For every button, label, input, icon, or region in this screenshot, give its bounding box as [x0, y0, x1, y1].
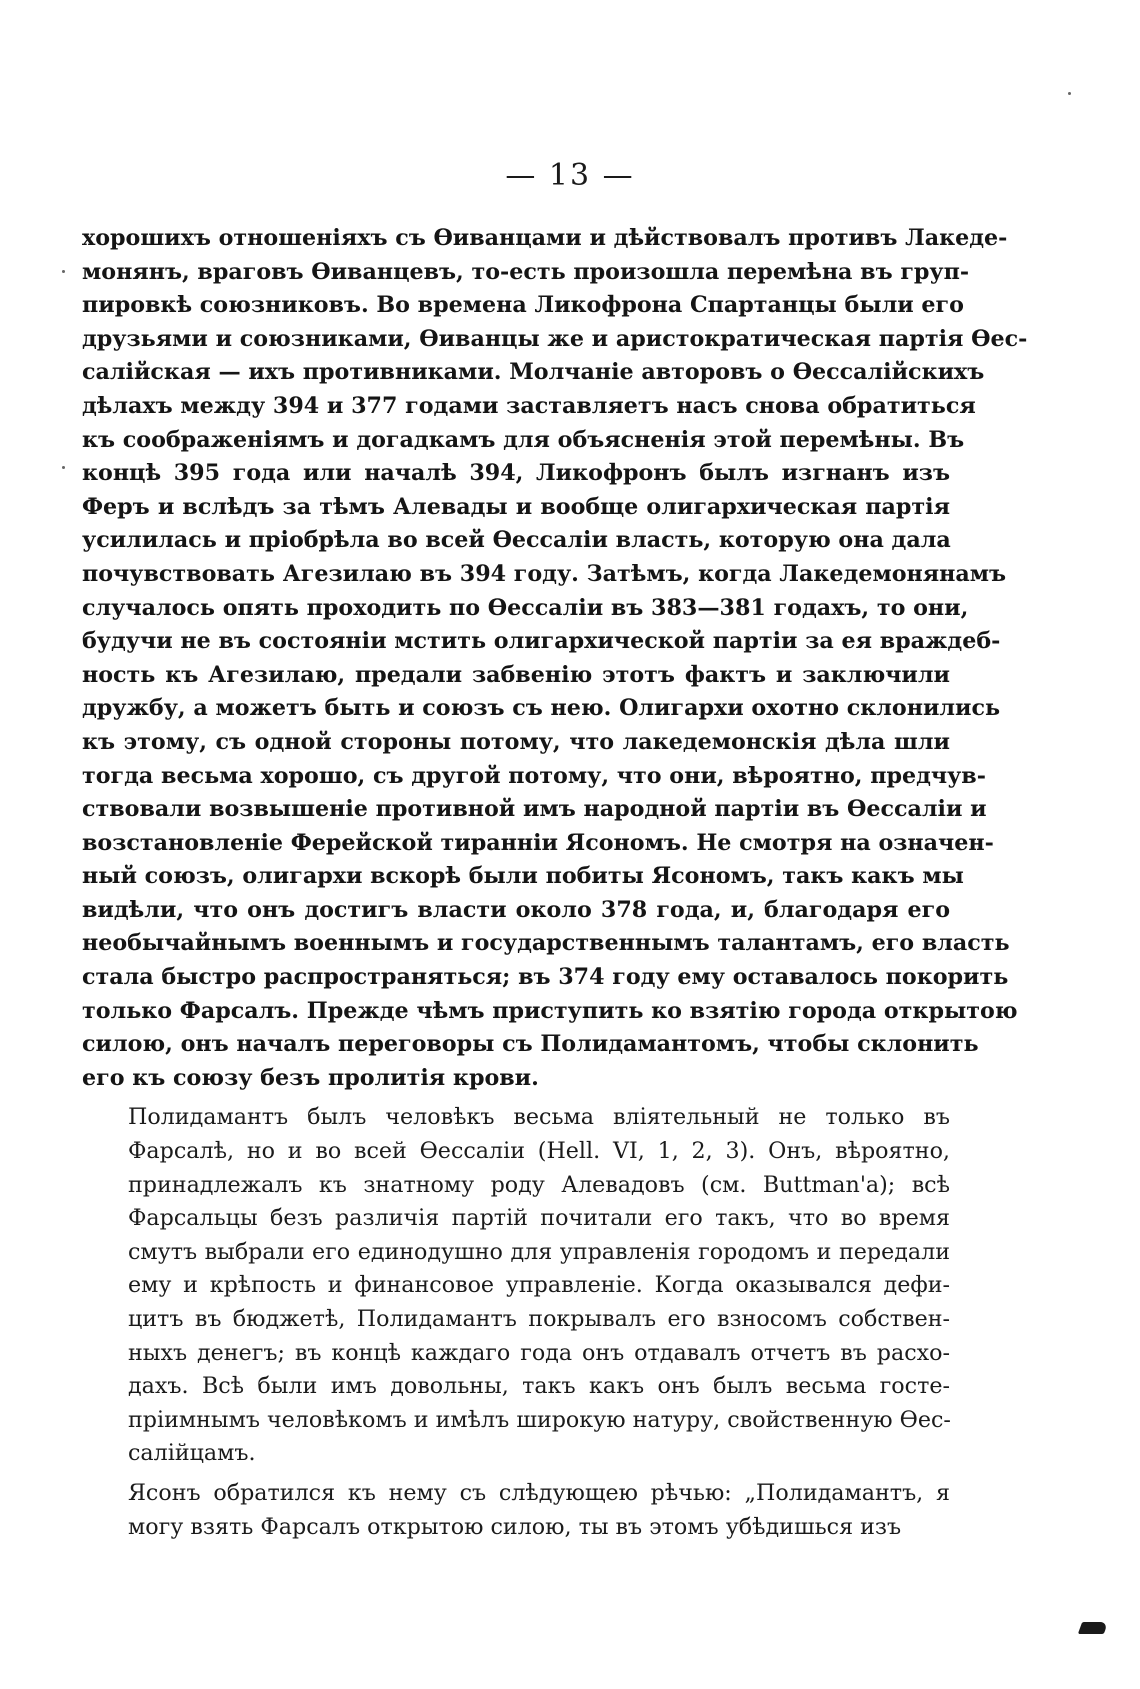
text-line: дахъ. Всѣ были имъ довольны, такъ какъ онъ былъ весьма госте- [128, 1373, 950, 1400]
text-line: случалось опять проходить по Ѳессаліи въ 383—381 годахъ, то они, [82, 594, 969, 621]
print-speck [62, 466, 65, 469]
text-line: Фарсалѣ, но и во всей Ѳессаліи (Hell. VI, 1, 2, 3). Онъ, вѣроятно, [128, 1138, 950, 1165]
text-line: усилилась и пріобрѣла во всей Ѳессаліи власть, которую она дала [82, 527, 951, 554]
text-line: принадлежалъ къ знатному роду Алевадовъ (см. Buttman'a); всѣ [128, 1171, 950, 1198]
text-line: тогда весьма хорошо, съ другой потому, что они, вѣроятно, предчув- [82, 762, 986, 789]
text-line: видѣли, что онъ достигъ власти около 378 года, и, благодаря его [82, 896, 950, 923]
text-line: почувствовать Агезилаю въ 394 году. Затѣмъ, когда Лакедемонянамъ [82, 560, 1007, 587]
text-line: пировкѣ союзниковъ. Во времена Ликофрона Спартанцы были его [82, 292, 964, 319]
paragraph-1 [82, 222, 1028, 1095]
text-line: ный союзъ, олигархи вскорѣ были побиты Ясономъ, такъ какъ мы [82, 863, 964, 890]
text-line: цитъ въ бюджетѣ, Полидамантъ покрывалъ его взносомъ собствен- [128, 1306, 950, 1332]
print-speck [1068, 92, 1071, 95]
text-line: Ясонъ обратился къ нему съ слѣдующею рѣчью: „Полидамантъ, я [128, 1479, 950, 1506]
text-line: пріимнымъ человѣкомъ и имѣлъ широкую натуру, свойственную Ѳес- [128, 1406, 951, 1433]
body-text [82, 222, 1028, 1544]
text-line: Фарсальцы безъ различія партій почитали его такъ, что во время [128, 1205, 950, 1232]
text-line: силою, онъ началъ переговоры съ Полидамантомъ, чтобы склонить [82, 1031, 979, 1058]
text-line: хорошихъ отношеніяхъ съ Ѳиванцами и дѣйствовалъ противъ Лакеде- [82, 225, 1008, 251]
text-line: друзьями и союзниками, Ѳиванцы же и аристократическая партія Ѳес- [82, 325, 1028, 352]
text-line: ствовали возвышеніе противной имъ народной партіи въ Ѳессаліи и [82, 796, 987, 823]
paragraph-2 [82, 1101, 950, 1471]
text-line: къ этому, съ одной стороны потому, что лакедемонскія дѣла шли [82, 728, 950, 755]
text-line: смутъ выбрали его единодушно для управленія городомъ и передали [128, 1238, 950, 1265]
text-line: Феръ и вслѣдъ за тѣмъ Алевады и вообще олигархическая партія [82, 493, 950, 520]
page-number: — 13 — [505, 158, 635, 193]
text-line: будучи не въ состояніи мстить олигархической партіи за ея враждеб- [82, 628, 1001, 655]
text-line: могу взять Фарсалъ открытою силою, ты въ этомъ убѣдишься изъ [128, 1513, 902, 1540]
text-line: его къ союзу безъ пролитія крови. [82, 1064, 539, 1091]
text-line: стала быстро распространяться; въ 374 году ему оставалось покорить [82, 964, 1009, 991]
text-line: необычайнымъ военнымъ и государственнымъ талантамъ, его власть [82, 930, 1010, 957]
text-line: ему и крѣпость и финансовое управленіе. Когда оказывался дефи- [128, 1272, 950, 1299]
text-line: къ соображеніямъ и догадкамъ для объясненія этой перемѣны. Въ [82, 426, 965, 453]
ink-blot-mark [1078, 1622, 1108, 1634]
text-line: салійская — ихъ противниками. Молчаніе авторовъ о Ѳессалійскихъ [82, 359, 985, 386]
text-line: монянъ, враговъ Ѳиванцевъ, то-есть произошла перемѣна въ груп- [82, 258, 970, 285]
text-line: дѣлахъ между 394 и 377 годами заставляетъ насъ снова обратиться [82, 392, 976, 419]
text-line: возстановленіе Ферейской тиранніи Ясономъ. Не смотря на означен- [82, 829, 994, 856]
text-line: Полидамантъ былъ человѣкъ весьма вліятельный не только въ [128, 1104, 950, 1131]
text-line: ность къ Агезилаю, предали забвенію этотъ фактъ и заключили [82, 661, 950, 688]
text-line: только Фарсалъ. Прежде чѣмъ приступить ко взятію города открытою [82, 997, 1018, 1024]
print-speck [62, 270, 65, 273]
text-line: дружбу, а можетъ быть и союзъ съ нею. Олигархи охотно склонились [82, 695, 1001, 722]
text-line: ныхъ денегъ; въ концѣ каждаго года онъ отдавалъ отчетъ въ расхо- [128, 1339, 950, 1366]
text-line: салійцамъ. [128, 1440, 256, 1467]
text-line: концѣ 395 года или началѣ 394, Ликофронъ былъ изгнанъ изъ [82, 460, 950, 487]
paragraph-3 [82, 1477, 950, 1544]
